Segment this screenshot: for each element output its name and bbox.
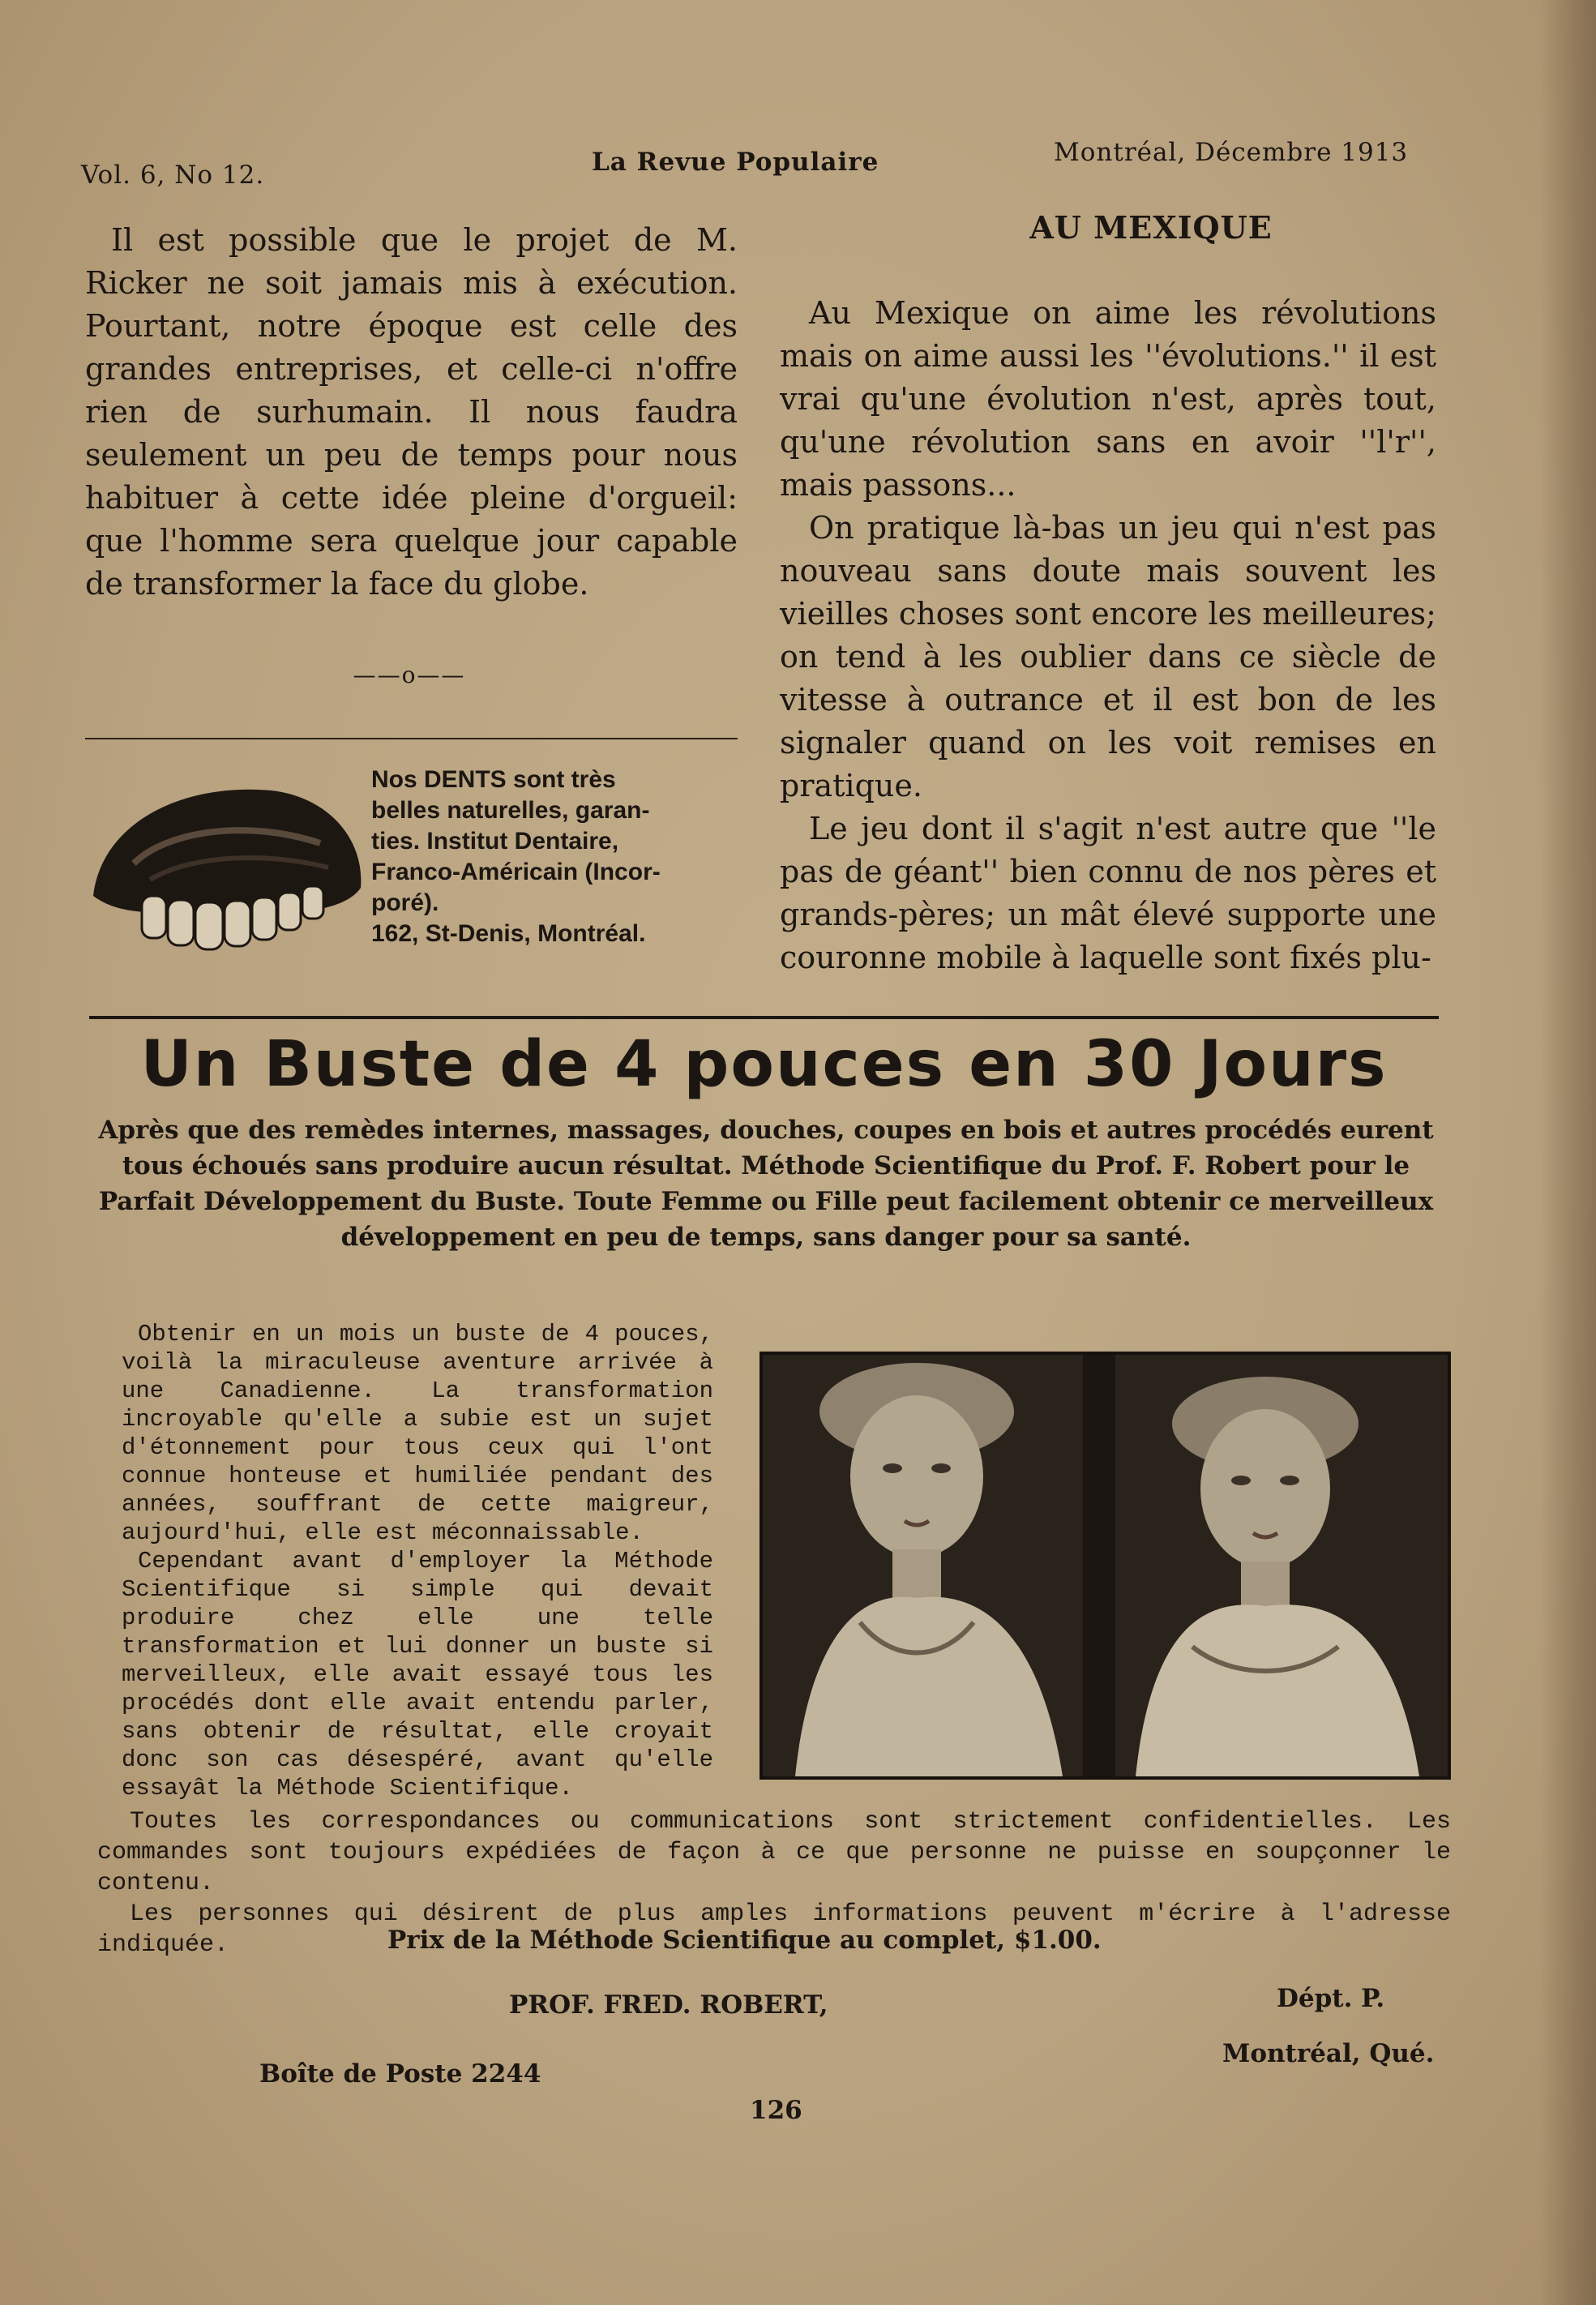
page-edge-shadow (1539, 0, 1596, 2305)
article-paragraph: On pratique là-bas un jeu qui n'est pas nouveau sans doute mais souvent les vieilles choses sont encore les meilleures; on tend à les oublier dans ce siècle de vitesse à outrance et il est bon de les signaler quand on les voit remises en pratique. (780, 510, 1436, 803)
dentist-ad-line: Nos DENTS sont très (371, 766, 616, 793)
ad-headline: Un Buste de 4 pouces en 30 Jours (140, 1028, 1388, 1101)
issue-date: Montréal, Décembre 1913 (1054, 138, 1409, 167)
portraits-illustration (763, 1355, 1448, 1776)
dentist-advertisement (371, 765, 740, 949)
right-column-article (780, 292, 1436, 979)
left-column-rule (85, 738, 738, 739)
before-after-photo (759, 1352, 1451, 1780)
ad-po-box: Boîte de Poste 2244 (259, 2059, 541, 2089)
left-column-paragraph: Il est possible que le projet de M. Ricker ne soit jamais mis à exécution. Pourtant, notre époque est celle des grandes entreprises, et celle-ci n'offre rien de surhumain. Il nous faudra seulement un peu de temps pour nous habituer à cette idée pleine d'orgueil: que l'homme sera quelque jour capable de transformer la face du globe. (85, 222, 738, 602)
dentist-ad-line: ties. Institut Dentaire, (371, 828, 619, 855)
denture-illustration (85, 774, 373, 953)
article-title: AU MEXIQUE (1029, 209, 1273, 246)
publication-title: La Revue Populaire (592, 148, 879, 177)
dentist-ad-line: Franco-Américain (Incor- (371, 859, 661, 885)
ad-paragraph: Cependant avant d'employer la Méthode Scientifique si simple qui devait produire chez elle une telle transformation et lui donner un buste si merveilleux, elle avait essayé tous les procédés dont elle avait entendu parler, sans obtenir de résultat, elle croyait donc son cas désespéré, avant qu'elle essayât la Méthode Scientifique. (122, 1548, 713, 1802)
ad-signer: PROF. FRED. ROBERT, (509, 1990, 828, 2020)
page-number: 126 (750, 2096, 802, 2125)
ad-department: Dépt. P. (1277, 1984, 1385, 2013)
ad-subheading: Après que des remèdes internes, massages, douches, coupes en bois et autres procédés eurent tous échoués sans produire aucun résultat. Méthode Scientifique du Prof. F. Robert pour le Parfait Développement du Buste. Toute Femme ou Fille peut facilement obtenir ce merveilleux développement en peu de temps, sans danger pour sa santé. (98, 1116, 1434, 1252)
ad-price: Prix de la Méthode Scientifique au complet, $1.00. (387, 1926, 1102, 1955)
dentist-ad-line: poré). (371, 889, 439, 916)
article-paragraph: Au Mexique on aime les révolutions mais on aime aussi les ''évolutions.'' il est vrai qu'une évolution n'est, après tout, qu'une révolution sans en avoir ''l'r'', mais passons... (780, 295, 1436, 503)
ad-paragraph: Obtenir en un mois un buste de 4 pouces, voilà la miraculeuse aventure arrivée à une Canadienne. La transformation incroyable qu'elle a subie est un sujet d'étonnement pour tous ceux qui l'ont connue honteuse et humiliée pendant des années, souffrant de cette maigreur, aujourd'hui, elle est méconnaissable. (122, 1321, 713, 1546)
dentist-ad-line: belles naturelles, garan- (371, 797, 650, 824)
volume-number: Vol. 6, No 12. (81, 161, 265, 190)
ad-city: Montréal, Qué. (1222, 2039, 1435, 2068)
ad-body-left (122, 1320, 713, 1802)
dentist-ad-line: 162, St-Denis, Montréal. (371, 920, 646, 947)
ad-paragraph: Toutes les correspondances ou communications sont strictement confidentielles. Les commandes sont toujours expédiées de façon à ce que personne ne puisse en soupçonner le contenu. (97, 1808, 1451, 1897)
advertisement-top-rule (89, 1016, 1439, 1019)
section-separator: ——o—— (353, 662, 466, 688)
ad-paragraph: Les personnes qui désirent de plus amples informations peuvent m'écrire à l'adresse indiquée. (97, 1900, 1451, 1959)
article-paragraph: Le jeu dont il s'agit n'est autre que ''le pas de géant'' bien connu de nos pères et grands-pères; un mât élevé supporte une couronne mobile à laquelle sont fixés plu- (780, 811, 1436, 975)
